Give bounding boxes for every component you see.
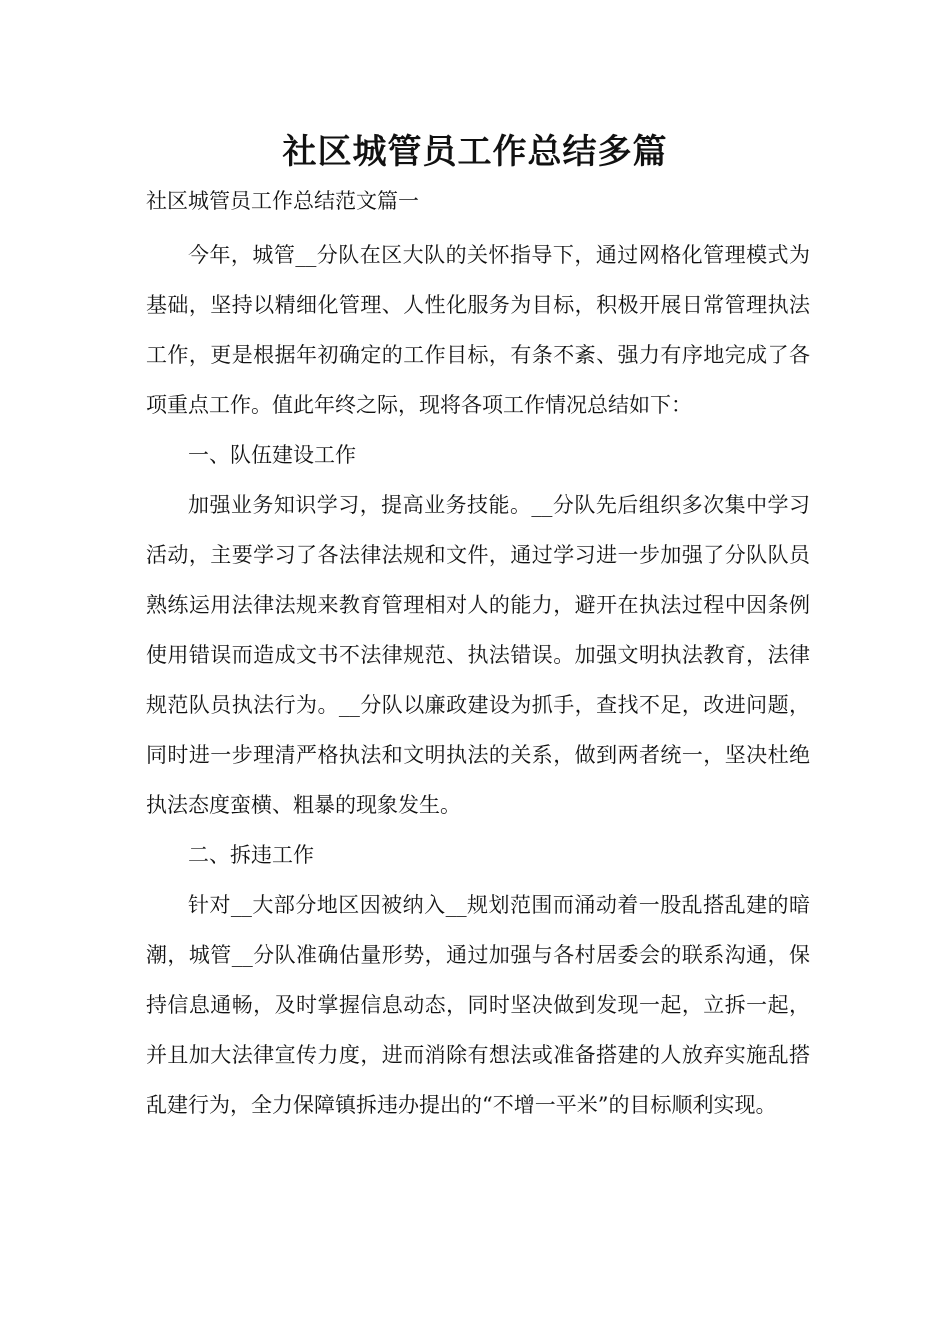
paragraph-team-building: 加强业务知识学习，提高业务技能。__分队先后组织多次集中学习活动，主要学习了各法律法规和文件，通过学习进一步加强了分队队员熟练运用法律法规来教育管理相对人的能力，避开在执法过程中因条例使用错误而造成文书不法律规范、执法错误。加强文明执法教育，法律规范队员执法行为。__分队以廉政建设为抓手，查找不足，改进问题，同时进一步理清严格执法和文明执法的关系，做到两者统一，坚决杜绝执法态度蛮横、粗暴的现象发生。 [146, 493, 810, 817]
section-heading-team-building: 一、队伍建设工作 [188, 443, 356, 467]
paragraph-demolition: 针对__大部分地区因被纳入__规划范围而涌动着一股乱搭乱建的暗潮，城管__分队准确估量形势，通过加强与各村居委会的联系沟通，保持信息通畅，及时掌握信息动态，同时坚决做到发现一起，立拆一起，并且加大法律宣传力度，进而消除有想法或准备搭建的人放弃实施乱搭乱建行为，全力保障镇拆违办提出的“不增一平米”的目标顺利实现。 [146, 893, 810, 1117]
document-title: 社区城管员工作总结多篇 [282, 132, 668, 172]
document-body [146, 230, 810, 1130]
document-subtitle: 社区城管员工作总结范文篇一 [146, 189, 419, 213]
paragraph-intro: 今年，城管__分队在区大队的关怀指导下，通过网格化管理模式为基础，坚持以精细化管理、人性化服务为目标，积极开展日常管理执法工作，更是根据年初确定的工作目标，有条不紊、强力有序地完成了各项重点工作。值此年终之际，现将各项工作情况总结如下： [146, 243, 810, 417]
section-heading-demolition: 二、拆违工作 [188, 843, 314, 867]
